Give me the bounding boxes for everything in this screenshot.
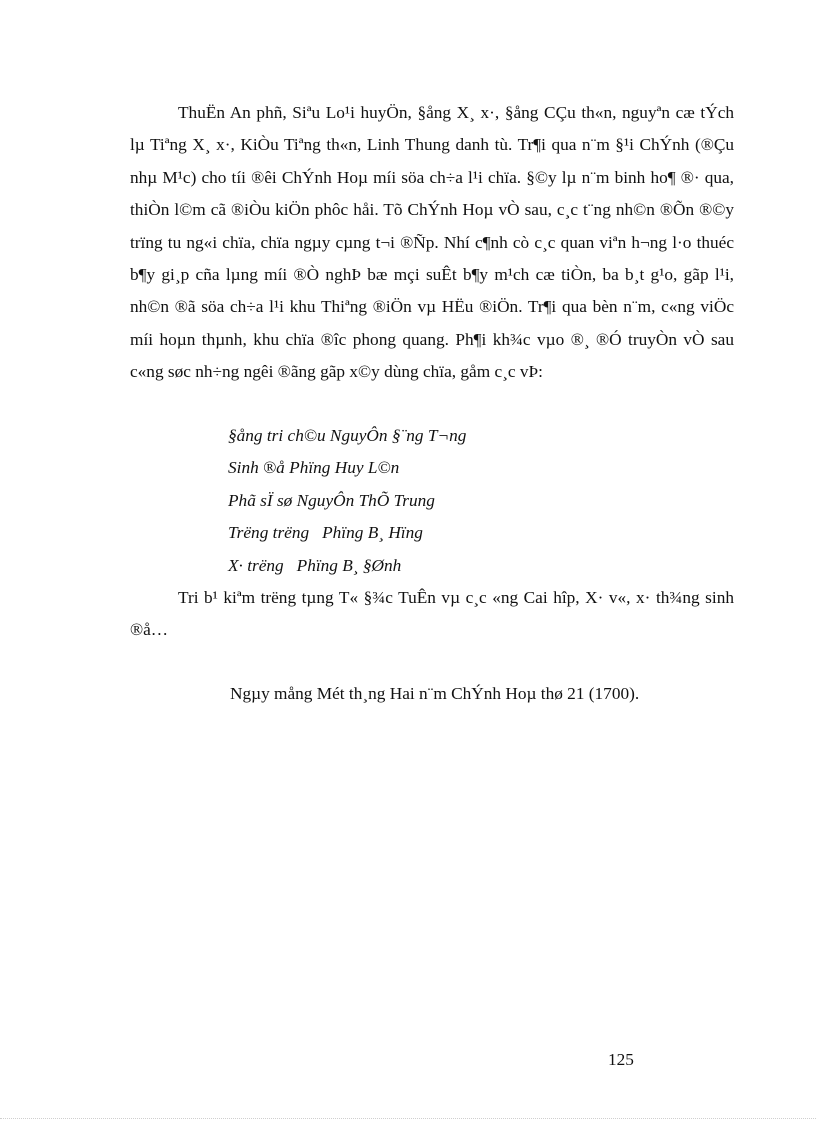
credit-line: §ång tri ch©u NguyÔn §¨ng T¬ng <box>228 426 467 445</box>
date-line: Ngµy mång Mét th¸ng Hai n¨m ChÝnh Hoµ thø 21 (1700). <box>230 684 640 703</box>
credits-list <box>228 420 466 582</box>
credit-line: Trëng trëng Phïng B¸ Hïng <box>228 523 423 543</box>
bottom-divider <box>0 1118 816 1119</box>
credit-line: Phã sÏ sø NguyÔn ThÕ Trung <box>228 490 435 510</box>
credit-line: X· trëng Phïng B¸ §Ønh <box>228 555 402 575</box>
body-paragraph <box>130 97 734 389</box>
page-number: 125 <box>608 1050 634 1069</box>
credit-line: Sinh ®å Phïng Huy L©n <box>228 458 400 478</box>
closing-paragraph <box>130 582 734 647</box>
body-paragraph-text: ThuËn An phñ, Siªu Lo¹i huyÖn, §ång X¸ x·, §ång CÇu th«n, nguyªn cæ tÝch lµ Tiªng X¸ x·, KiÒu Tiªng th«n, Linh Thung danh tù. Tr¶i qua n¨m §¹i ChÝnh (®Çu nhµ M¹c) cho tíi ®êi ChÝnh Hoµ míi söa ch÷a l¹i chïa. §©y lµ n¨m binh ho¶ ®· qua, thiÒn l©m cã ®iÒu kiÖn phôc håi. Tõ ChÝnh Hoµ vÒ sau, c¸c t¨ng nh©n ®Õn ®©y trïng tu ng«i chïa, chïa ngµy cµng t¬i ®Ñp. Nhí c¶nh cò c¸c quan viªn h¬ng l·o thuéc b¶y gi¸p cña lµng míi ®Ò nghÞ bæ mçi suÊt b¶y m¹ch cæ tiÒn, ba b¸t g¹o, gãp l¹i, nh©n ®ã söa ch÷a l¹i khu Thiªng ®iÖn vµ HËu ®iÖn. Tr¶i qua bèn n¨m, c«ng viÖc míi hoµn thµnh, khu chïa ®îc phong quang. Ph¶i kh¾c vµo ®¸ ®Ó truyÒn vÒ sau c«ng søc nh÷ng ngêi ®ãng gãp x©y dùng chïa, gåm c¸c vÞ: <box>130 103 734 382</box>
closing-paragraph-text: Tri b¹ kiªm trëng tµng T« §¾c TuÊn vµ c¸c «ng Cai hîp, X· v«, x· th¾ng sinh ®å… <box>130 588 734 640</box>
